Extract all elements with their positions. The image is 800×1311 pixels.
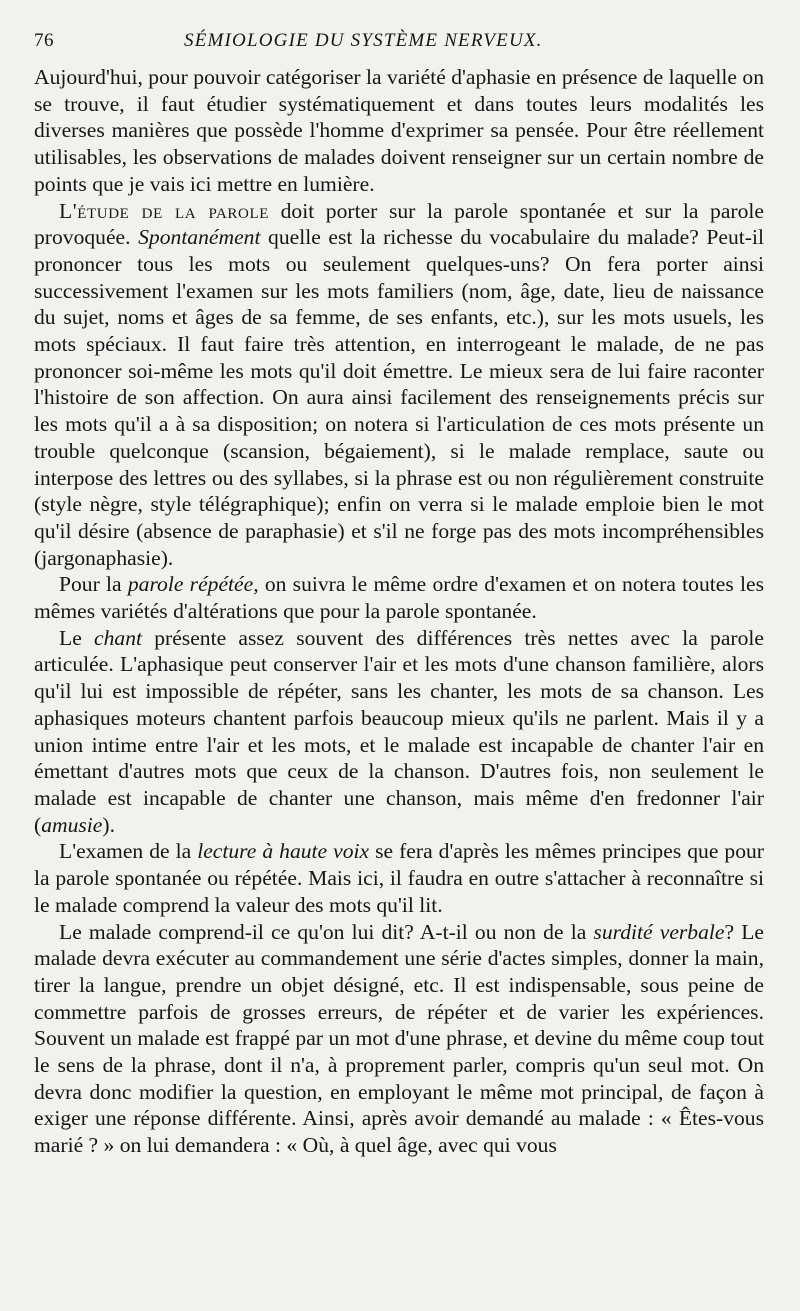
- page-number: 76: [34, 30, 54, 51]
- running-title: SÉMIOLOGIE DU SYSTÈME NERVEUX.: [184, 30, 543, 51]
- emphasis-amusie: amusie: [41, 812, 103, 837]
- paragraph-parole-repetee: Pour la parole répétée, on suivra le même ordre d'examen et on notera toutes les mêmes variétés d'altérations que pour la parole spontanée.: [34, 572, 764, 624]
- paragraph-lecture: L'examen de la lecture à haute voix se fera d'après les mêmes principes que pour la parole spontanée ou répétée. Mais ici, il faudra en outre s'attacher à reconnaître si le malade comprend la valeur des mots qu'il lit.: [34, 839, 764, 917]
- running-head: [34, 30, 764, 64]
- emphasis-spontanement: Spontanément: [138, 225, 261, 250]
- paragraph-chant: Le chant présente assez souvent des différences très nettes avec la parole articulée. L'aphasique peut conserver l'air et les mots d'une chanson familière, alors qu'il lui est impossible de répéter, sans les chanter, les mots de sa chanson. Les aphasiques moteurs chantent parfois beaucoup mieux qu'ils ne parlent. Mais il y a union intime entre l'air et les mots, et le malade est incapable de chanter l'air en émettant d'autres mots que ceux de la chanson. D'autres fois, non seulement le malade est incapable de chanter une chanson, mais même d'en fredonner l'air (amusie).: [34, 625, 764, 837]
- paragraph-intro: Aujourd'hui, pour pouvoir catégoriser la variété d'aphasie en présence de laquelle on se trouve, il faut étudier systématiquement et dans toutes leurs modalités les diverses manières que possède l'homme d'exprimer sa pensée. Pour être réellement utilisables, les observations de malades doivent renseigner sur un certain nombre de points que je vais ici mettre en lumière.: [34, 65, 764, 196]
- emphasis-parole-repetee: parole répétée,: [127, 572, 259, 597]
- emphasis-surdite-verbale: surdité verbale: [593, 919, 725, 944]
- emphasis-chant: chant: [94, 625, 142, 650]
- emphasis-lecture-haute-voix: lecture à haute voix: [197, 839, 370, 864]
- paragraph-etude-parole: L'étude de la parole doit porter sur la parole spontanée et sur la parole provoquée. Spontanément quelle est la richesse du vocabulaire du malade? Peut-il prononcer tous les mots ou seulement quelques-uns? On fera porter ainsi successivement l'examen sur les mots familiers (nom, âge, date, lieu de naissance du sujet, noms et âges de sa femme, de ses enfants, etc.), sur les mots usuels, les mots spéciaux. Il faut faire très attention, en interrogeant le malade, de ne pas prononcer soi-même les mots qu'il doit émettre. Le mieux sera de lui faire raconter l'histoire de son affection. On aura ainsi facilement des renseignements précis sur les mots qu'il a à sa disposition; on notera si l'articulation de ces mots présente un trouble quelconque (scansion, bégaiement), si le malade remplace, saute ou interpose des lettres ou des syllabes, si la phrase est ou non régulièrement construite (style nègre, style télégraphique); enfin on verra si le malade emploie bien le mot qu'il désire (absence de paraphasie) et s'il ne forge pas des mots incompréhensibles (jargonaphasie).: [34, 198, 764, 570]
- section-lead-etude-parole: L'étude de la parole: [59, 198, 269, 223]
- body-text: [34, 64, 764, 1159]
- paragraph-surdite-verbale: Le malade comprend-il ce qu'on lui dit? A-t-il ou non de la surdité verbale? Le malade devra exécuter au commandement une série d'actes simples, donner la main, tirer la langue, prendre un objet désigné, etc. Il est indispensable, sous peine de commettre parfois de grosses erreurs, de répéter et de varier les expériences. Souvent un malade est frappé par un mot d'une phrase, et devine du même coup tout le sens de la phrase, dont il n'a, à proprement parler, compris qu'un seul mot. On devra donc modifier la question, en employant le même mot principal, de façon à exiger une réponse différente. Ainsi, après avoir demandé au malade : « Êtes-vous marié ? » on lui demandera : « Où, à quel âge, avec qui vous: [34, 919, 764, 1158]
